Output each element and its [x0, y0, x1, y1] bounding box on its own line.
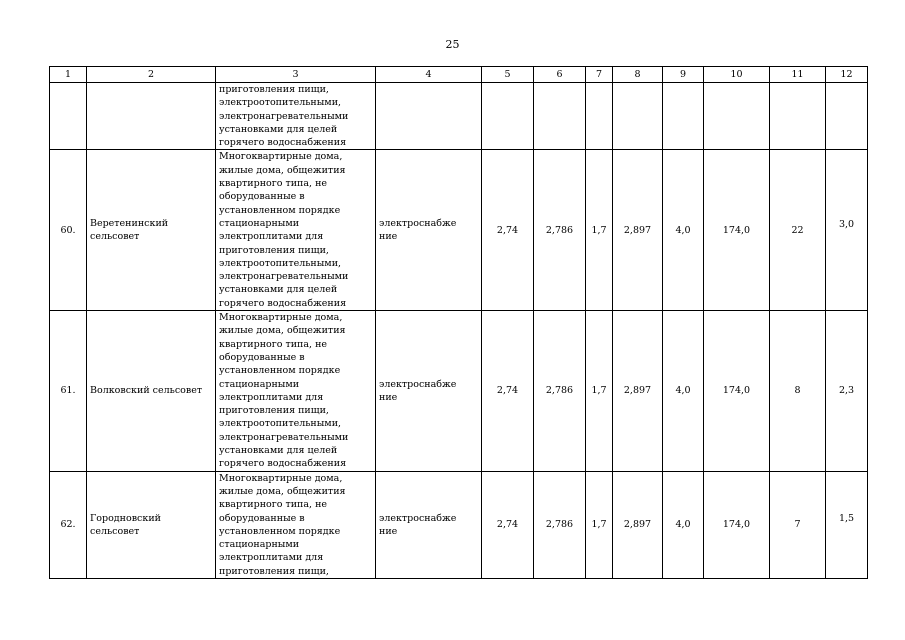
- row-number: 61.: [50, 311, 87, 472]
- value-col-8: [613, 83, 663, 150]
- utility-service: [376, 83, 482, 150]
- value-col-9: 4,0: [663, 150, 704, 311]
- consumer-description: Многоквартирные дома, жилые дома, общежития квартирного типа, не оборудованные в установленном порядке стационарными электроплитами для приготовления пищи, электроотопительными, электронагревательными установками для целей горячего водоснабжения: [216, 150, 376, 311]
- column-header-1: 1: [50, 67, 87, 83]
- value-col-8: 2,897: [613, 311, 663, 472]
- value-col-11: 7: [770, 471, 826, 578]
- settlement-name: Волковский сельсовет: [87, 311, 216, 472]
- value-col-6: 2,786: [534, 471, 586, 578]
- column-header-11: 11: [770, 67, 826, 83]
- value-col-7: 1,7: [586, 471, 613, 578]
- header-row: [50, 67, 868, 83]
- value-col-7: 1,7: [586, 311, 613, 472]
- value-col-10: [704, 83, 770, 150]
- page-number: 25: [445, 38, 460, 51]
- table-row: [50, 471, 868, 578]
- settlement-name: Городновский сельсовет: [87, 471, 216, 578]
- value-col-5: [482, 83, 534, 150]
- value-col-10: 174,0: [704, 471, 770, 578]
- value-col-12: [826, 150, 868, 311]
- settlement-name: [87, 83, 216, 150]
- value-col-5: 2,74: [482, 150, 534, 311]
- value-col-8: 2,897: [613, 150, 663, 311]
- value-col-5: 2,74: [482, 311, 534, 472]
- consumer-description: приготовления пищи, электроотопительными, электронагревательными установками для целей горячего водоснабжения: [216, 83, 376, 150]
- utility-service: электроснабже ние: [376, 311, 482, 472]
- utility-service: электроснабже ние: [376, 471, 482, 578]
- value-col-11: 22: [770, 150, 826, 311]
- value-col-7: [586, 83, 613, 150]
- value-col-6: 2,786: [534, 311, 586, 472]
- column-header-7: 7: [586, 67, 613, 83]
- value-col-12-text: 1,5: [838, 513, 855, 525]
- value-col-9: [663, 83, 704, 150]
- value-col-9: 4,0: [663, 311, 704, 472]
- value-col-10: 174,0: [704, 311, 770, 472]
- value-col-7: 1,7: [586, 150, 613, 311]
- value-col-6: 2,786: [534, 150, 586, 311]
- column-header-10: 10: [704, 67, 770, 83]
- column-header-2: 2: [87, 67, 216, 83]
- table-row: [50, 311, 868, 472]
- value-col-12: [826, 471, 868, 578]
- consumer-description: Многоквартирные дома, жилые дома, общежития квартирного типа, не оборудованные в установленном порядке стационарными электроплитами для приготовления пищи, электроотопительными, электронагревательными установками для целей горячего водоснабжения: [216, 311, 376, 472]
- tariff-table: [49, 66, 868, 579]
- row-number: 60.: [50, 150, 87, 311]
- table-row: [50, 83, 868, 150]
- row-number: 62.: [50, 471, 87, 578]
- value-col-10: 174,0: [704, 150, 770, 311]
- table-row: [50, 150, 868, 311]
- value-col-8: 2,897: [613, 471, 663, 578]
- value-col-12: [826, 83, 868, 150]
- row-number: [50, 83, 87, 150]
- column-header-8: 8: [613, 67, 663, 83]
- value-col-11: [770, 83, 826, 150]
- consumer-description: Многоквартирные дома, жилые дома, общежития квартирного типа, не оборудованные в установленном порядке стационарными электроплитами для приготовления пищи,: [216, 471, 376, 578]
- column-header-12: 12: [826, 67, 868, 83]
- value-col-5: 2,74: [482, 471, 534, 578]
- value-col-9: 4,0: [663, 471, 704, 578]
- utility-service: электроснабже ние: [376, 150, 482, 311]
- column-header-9: 9: [663, 67, 704, 83]
- column-header-3: 3: [216, 67, 376, 83]
- column-header-5: 5: [482, 67, 534, 83]
- column-header-4: 4: [376, 67, 482, 83]
- column-header-6: 6: [534, 67, 586, 83]
- value-col-12: 2,3: [826, 311, 868, 472]
- value-col-11: 8: [770, 311, 826, 472]
- value-col-12-text: 3,0: [838, 218, 855, 230]
- value-col-6: [534, 83, 586, 150]
- settlement-name: Веретенинский сельсовет: [87, 150, 216, 311]
